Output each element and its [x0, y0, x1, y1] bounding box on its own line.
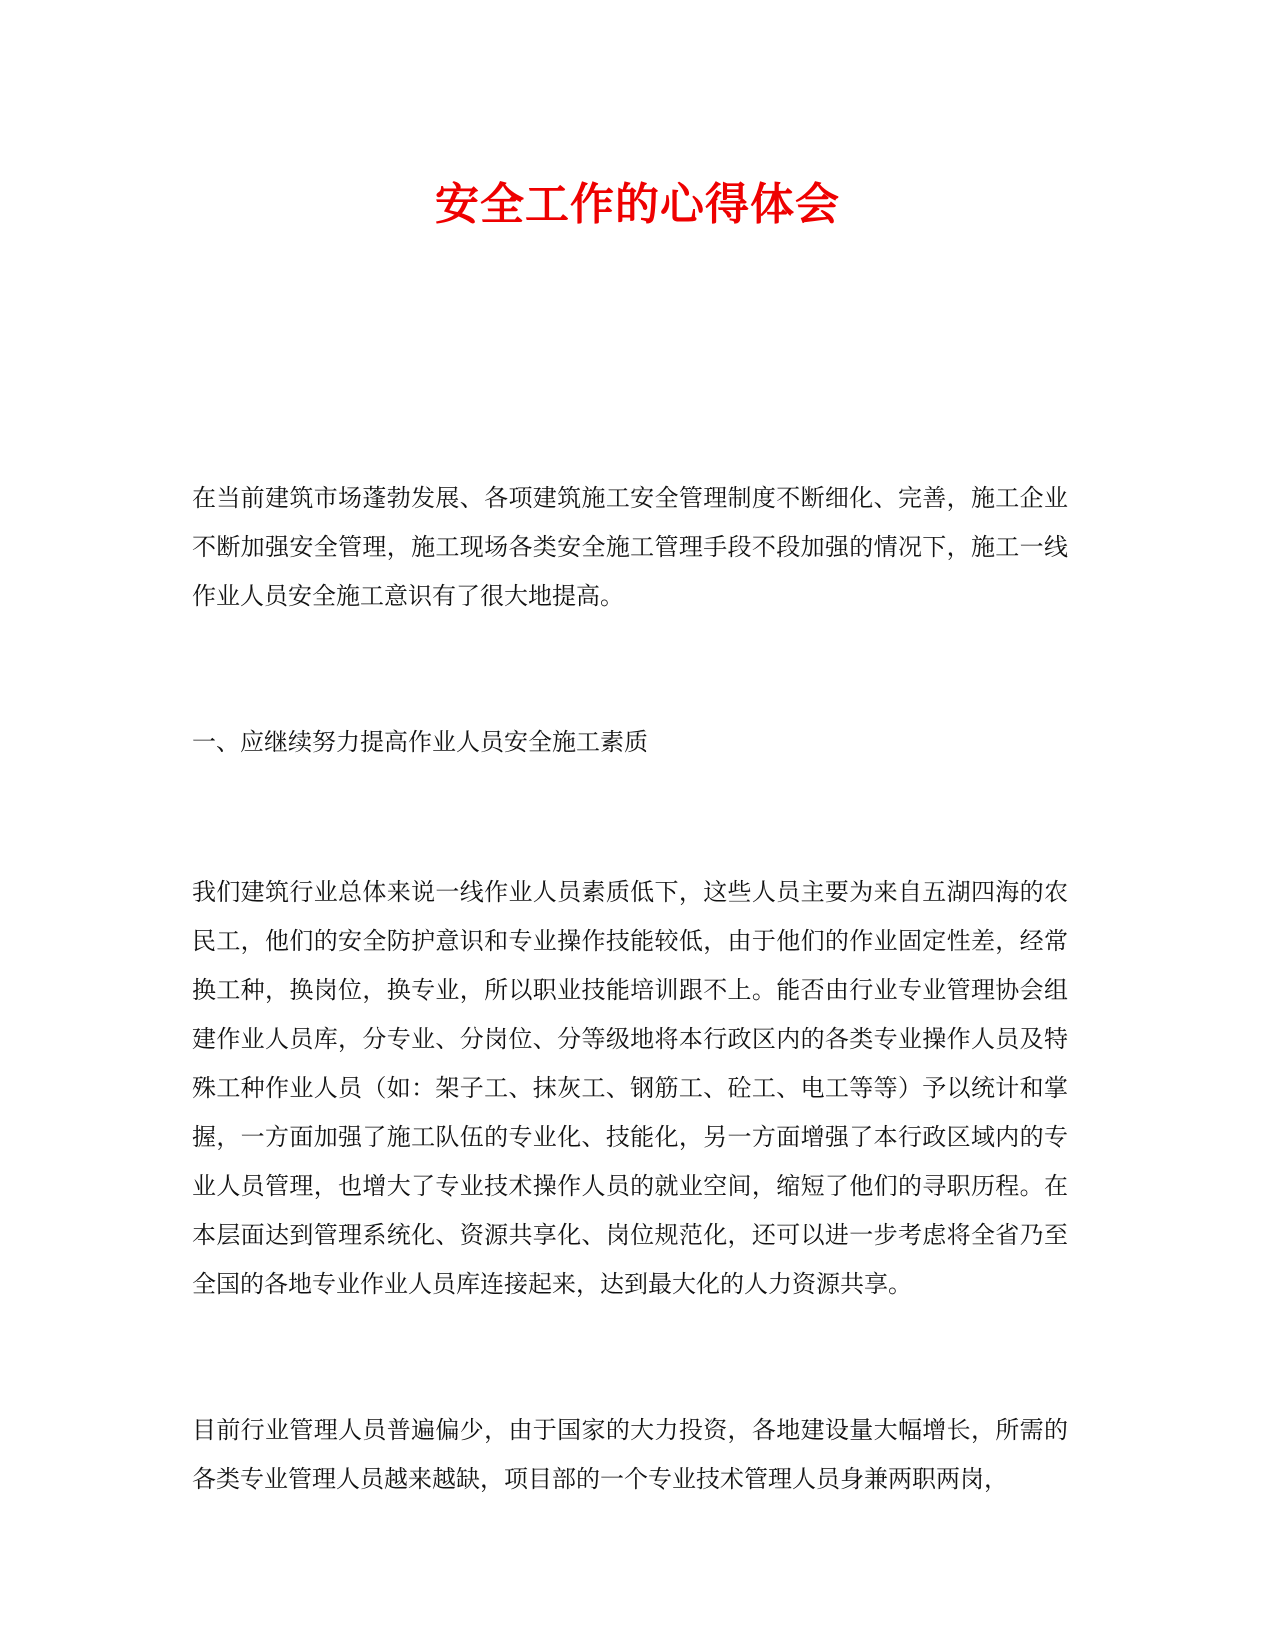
section-heading-1: 一、应继续努力提高作业人员安全施工素质	[192, 728, 648, 756]
body-paragraph-2: 目前行业管理人员普遍偏少，由于国家的大力投资，各地建设量大幅增长，所需的各类专业管理人员越来越缺，项目部的一个专业技术管理人员身兼两职两岗，	[192, 1416, 1068, 1493]
intro-paragraph: 在当前建筑市场蓬勃发展、各项建筑施工安全管理制度不断细化、完善，施工企业不断加强安全管理，施工现场各类安全施工管理手段不段加强的情况下，施工一线作业人员安全施工意识有了很大地提高。	[192, 484, 1068, 610]
body-paragraph-1: 我们建筑行业总体来说一线作业人员素质低下，这些人员主要为来自五湖四海的农民工，他们的安全防护意识和专业操作技能较低，由于他们的作业固定性差，经常换工种，换岗位，换专业，所以职业技能培训跟不上。能否由行业专业管理协会组建作业人员库，分专业、分岗位、分等级地将本行政区内的各类专业操作人员及特殊工种作业人员（如：架子工、抹灰工、钢筋工、砼工、电工等等）予以统计和掌握，一方面加强了施工队伍的专业化、技能化，另一方面增强了本行政区域内的专业人员管理，也增大了专业技术操作人员的就业空间，缩短了他们的寻职历程。在本层面达到管理系统化、资源共享化、岗位规范化，还可以进一步考虑将全省乃至全国的各地专业作业人员库连接起来，达到最大化的人力资源共享。	[192, 878, 1068, 1298]
page-title: 安全工作的心得体会	[435, 179, 840, 230]
